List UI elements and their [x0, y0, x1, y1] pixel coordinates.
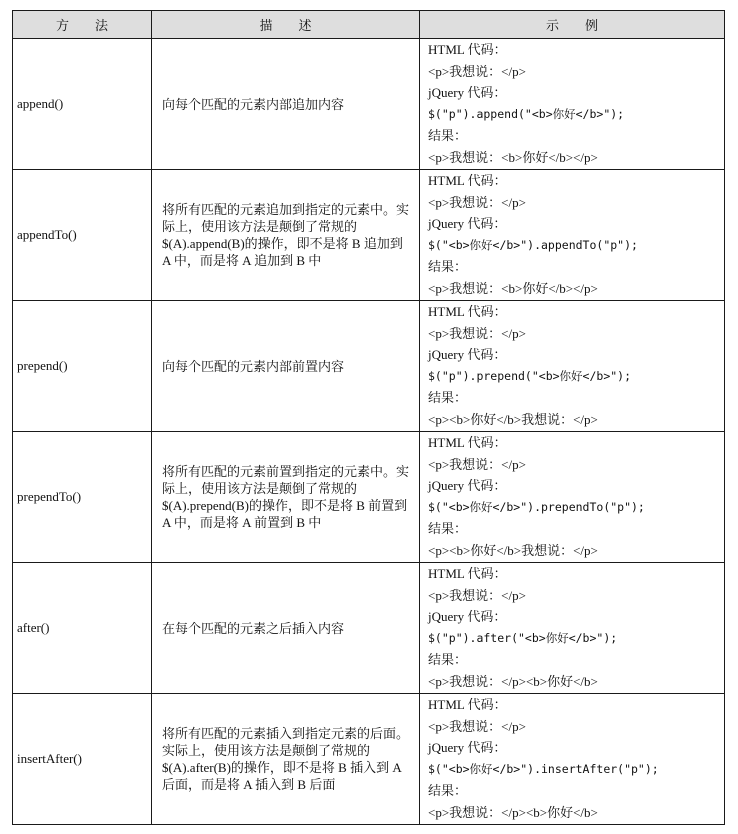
example-jquery-code: $("p").after("<b>你好</b>");: [428, 630, 618, 645]
header-description: 描 述: [152, 11, 420, 39]
example-result-label: 结果：: [428, 652, 468, 668]
example-jquery-label: jQuery 代码：: [428, 347, 507, 363]
table-row: [13, 170, 725, 301]
example-result-code: <p>我想说：</p><b>你好</b>: [428, 673, 598, 689]
example-html-code: <p>我想说：</p>: [428, 587, 526, 603]
example-result-label: 结果：: [428, 783, 468, 799]
table-row: [13, 432, 725, 563]
method-name: after(): [13, 563, 152, 694]
example-jquery-label: jQuery 代码：: [428, 216, 507, 232]
method-description: 将所有匹配的元素追加到指定的元素中。实际上，使用该方法是颠倒了常规的$(A).append(B)的操作，即不是将 B 追加到 A 中，而是将 A 追加到 B 中: [152, 170, 420, 301]
method-name: prepend(): [13, 301, 152, 432]
method-example: [420, 39, 725, 170]
example-html-code: <p>我想说：</p>: [428, 63, 526, 79]
example-html-label: HTML 代码：: [428, 42, 507, 57]
example-jquery-code: $("<b>你好</b>").insertAfter("p");: [428, 761, 659, 776]
header-method: 方 法: [13, 11, 152, 39]
method-name: append(): [13, 39, 152, 170]
method-description: 在每个匹配的元素之后插入内容: [152, 563, 420, 694]
example-html-code: <p>我想说：</p>: [428, 718, 526, 734]
method-example: [420, 301, 725, 432]
example-html-code: <p>我想说：</p>: [428, 456, 526, 472]
table-row: [13, 301, 725, 432]
example-jquery-code: $("<b>你好</b>").prependTo("p");: [428, 499, 645, 514]
method-name: prependTo(): [13, 432, 152, 563]
method-description: 将所有匹配的元素前置到指定的元素中。实际上，使用该方法是颠倒了常规的$(A).prepend(B)的操作，即不是将 B 前置到 A 中，而是将 A 前置到 B 中: [152, 432, 420, 563]
method-description: 将所有匹配的元素插入到指定元素的后面。实际上，使用该方法是颠倒了常规的$(A).after(B)的操作，即不是将 B 插入到 A 后面，而是将 A 插入到 B 后面: [152, 694, 420, 825]
method-example: [420, 170, 725, 301]
example-html-label: HTML 代码：: [428, 697, 507, 712]
example-jquery-label: jQuery 代码：: [428, 609, 507, 625]
method-name: appendTo(): [13, 170, 152, 301]
example-jquery-code: $("p").append("<b>你好</b>");: [428, 106, 625, 121]
example-result-code: <p><b>你好</b>我想说：</p>: [428, 411, 598, 427]
method-example: [420, 432, 725, 563]
example-jquery-label: jQuery 代码：: [428, 85, 507, 101]
example-result-label: 结果：: [428, 128, 468, 144]
example-result-code: <p>我想说：<b>你好</b></p>: [428, 280, 598, 296]
method-example: [420, 694, 725, 825]
example-html-label: HTML 代码：: [428, 566, 507, 581]
example-html-label: HTML 代码：: [428, 173, 507, 188]
method-name: insertAfter(): [13, 694, 152, 825]
method-description: 向每个匹配的元素内部追加内容: [152, 39, 420, 170]
example-html-code: <p>我想说：</p>: [428, 325, 526, 341]
example-jquery-code: $("p").prepend("<b>你好</b>");: [428, 368, 632, 383]
example-jquery-label: jQuery 代码：: [428, 740, 507, 756]
example-jquery-code: $("<b>你好</b>").appendTo("p");: [428, 237, 638, 252]
table-row: [13, 39, 725, 170]
example-jquery-label: jQuery 代码：: [428, 478, 507, 494]
table-row: [13, 563, 725, 694]
table-header-row: [13, 11, 725, 39]
example-html-label: HTML 代码：: [428, 435, 507, 450]
example-result-label: 结果：: [428, 390, 468, 406]
example-result-code: <p>我想说：<b>你好</b></p>: [428, 149, 598, 165]
method-example: [420, 563, 725, 694]
example-result-code: <p><b>你好</b>我想说：</p>: [428, 542, 598, 558]
methods-table: [12, 10, 725, 825]
example-result-code: <p>我想说：</p><b>你好</b>: [428, 804, 598, 820]
example-result-label: 结果：: [428, 259, 468, 275]
header-example: 示 例: [420, 11, 725, 39]
example-html-code: <p>我想说：</p>: [428, 194, 526, 210]
method-description: 向每个匹配的元素内部前置内容: [152, 301, 420, 432]
example-html-label: HTML 代码：: [428, 304, 507, 319]
table-row: [13, 694, 725, 825]
example-result-label: 结果：: [428, 521, 468, 537]
